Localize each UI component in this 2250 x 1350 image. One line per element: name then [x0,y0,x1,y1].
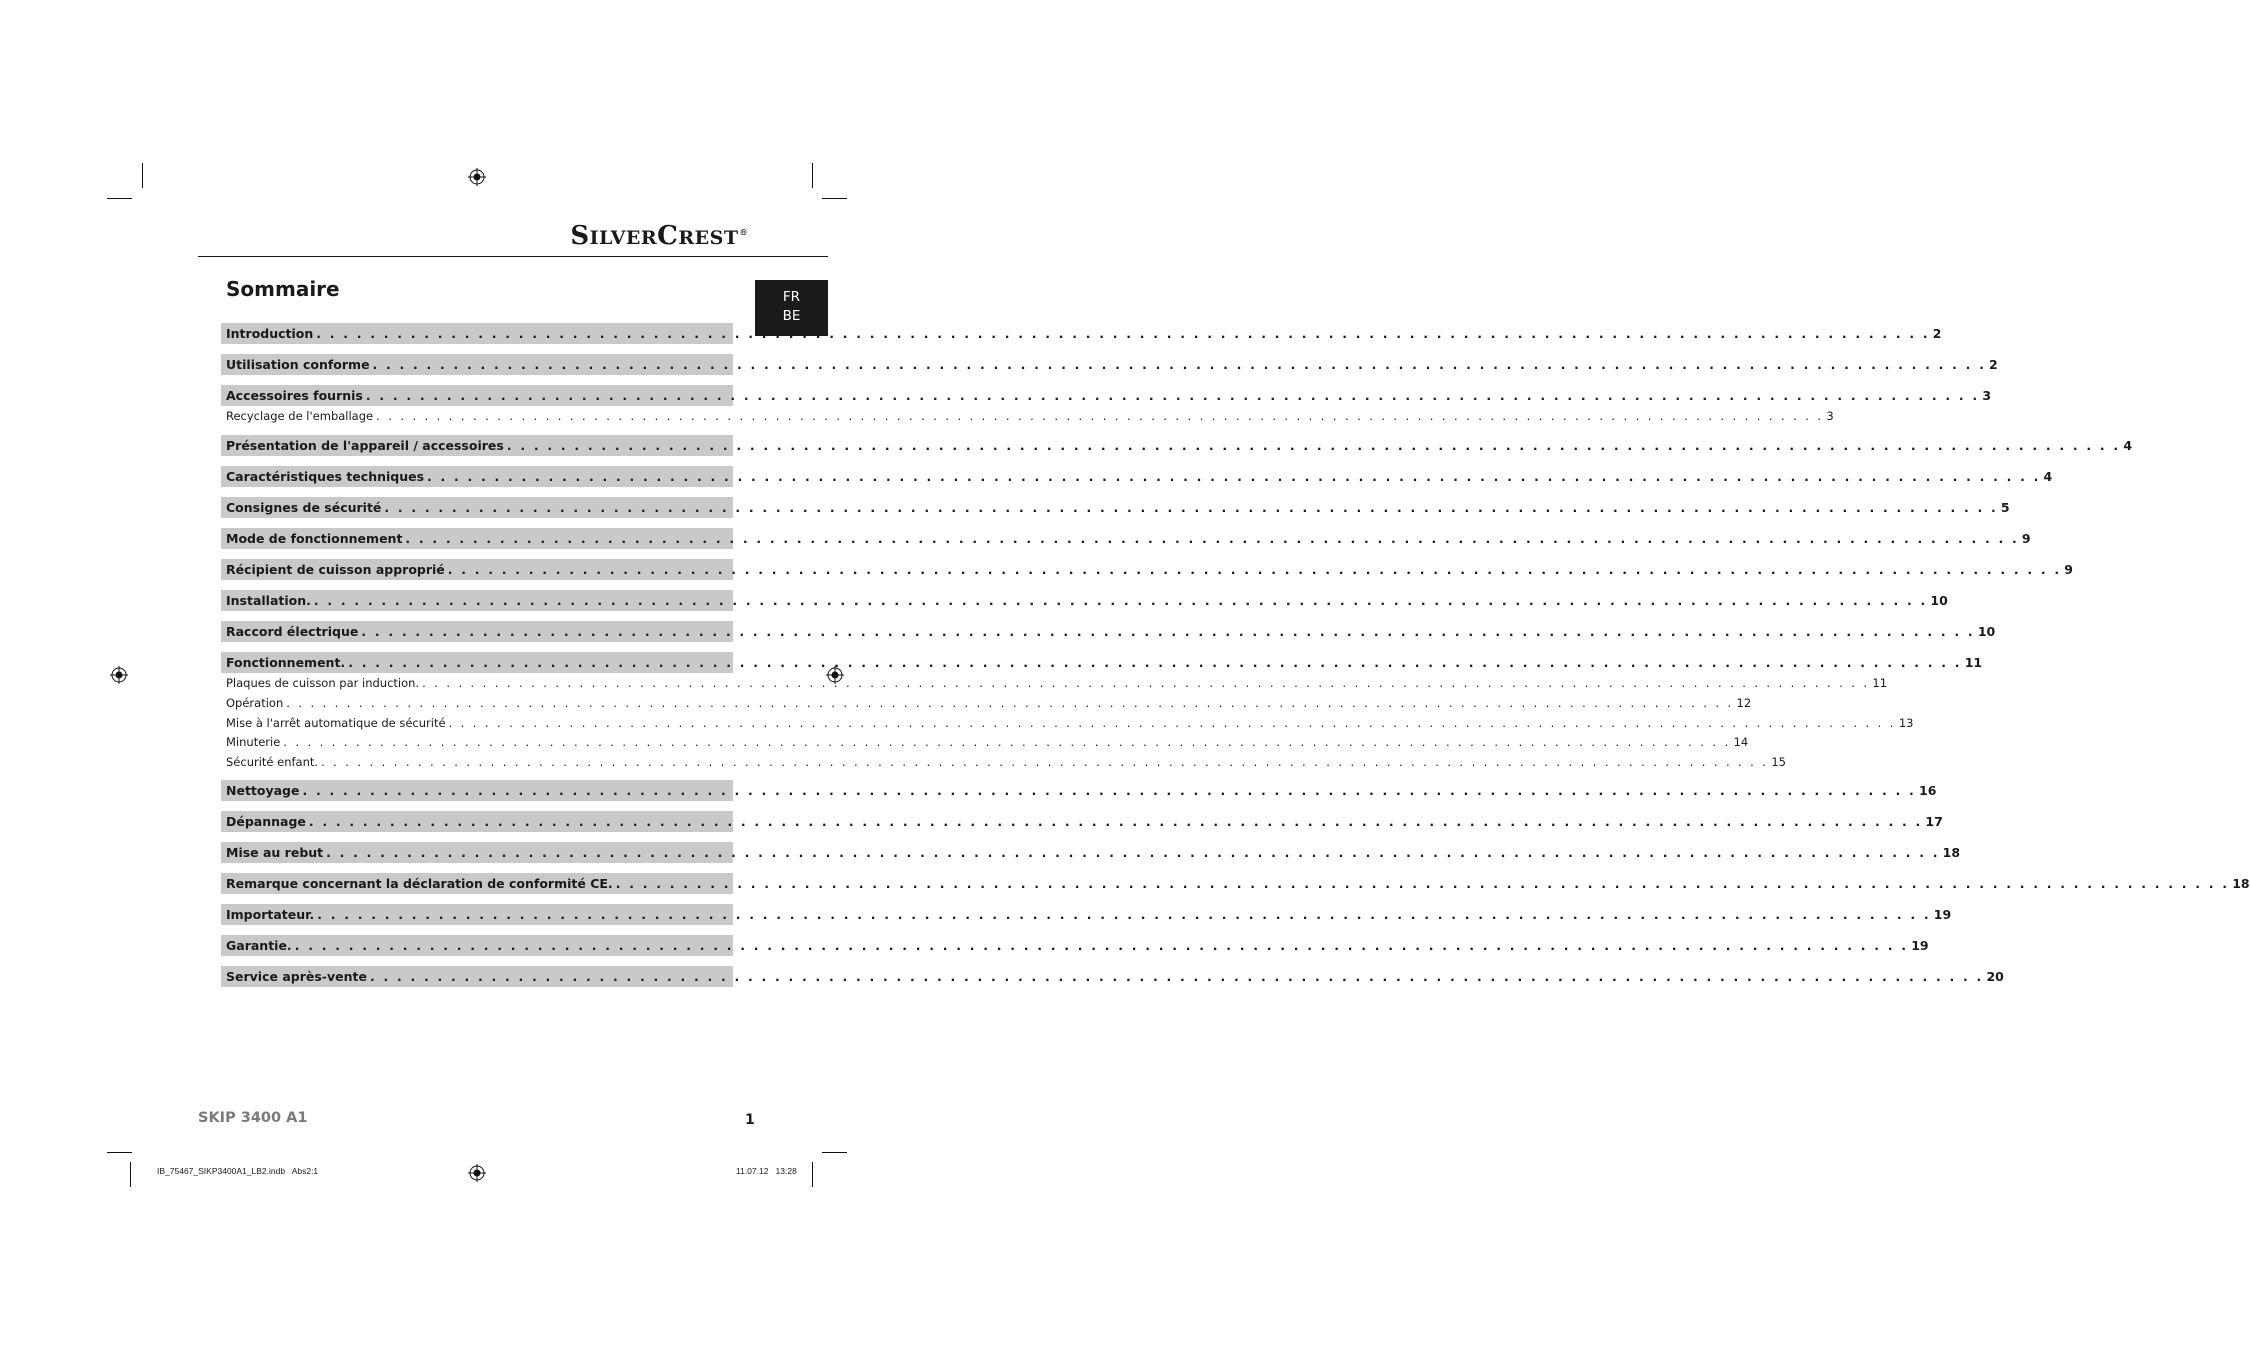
toc-entry [221,497,2010,518]
toc-entry [221,652,1983,673]
toc-leader-dots: . . . . . . . . . . . . . . . . . . . . . . . . . . . . . . . . . . . . . . . . . . . . . . . . . . . . . . . . . . . . . . . . . . . . . . . . . . . . . . . . . . . . . . . . . . . . . . . . . . . . . . . . . . . . . . . . . . . . . . . . [302,783,1916,798]
toc-entry-label: Caractéristiques techniques [226,469,425,484]
toc-entry-label: Utilisation conforme [226,357,370,372]
toc-entry [221,904,1952,925]
toc-entry-label: Sécurité enfant. [226,755,319,769]
toc-entry-label: Installation. [226,593,311,608]
crop-mark [142,163,143,188]
toc-entry-page: 2 [1989,357,1998,372]
toc-subentry [221,674,1888,692]
toc-entry-label: Récipient de cuisson approprié [226,562,445,577]
toc-entry-page: 11 [1872,676,1888,690]
toc-entry [221,323,1942,344]
toc-entry-label: Plaques de cuisson par induction. [226,676,420,690]
toc-entry [221,780,1937,801]
toc-subentry [221,407,1834,425]
toc-entry-label: Fonctionnement. [226,655,346,670]
registration-target-icon [468,1164,486,1182]
toc-subentry [221,753,1786,771]
toc-entry [221,466,2053,487]
toc-entry-page: 12 [1736,696,1752,710]
toc-entry-page: 4 [2123,438,2133,453]
toc-leader-dots: . . . . . . . . . . . . . . . . . . . . . . . . . . . . . . . . . . . . . . . . . . . . . . . . . . . . . . . . . . . . . . . . . . . . . . . . . . . . . . . . . . . . . . . . . . . . . . . . . . . . . . . . . . . . . . . . . . . . . . . . [447,562,2062,577]
toc-entry-page: 20 [1986,969,2004,984]
toc-leader-dots: . . . . . . . . . . . . . . . . . . . . . . . . . . . . . . . . . . . . . . . . . . . . . . . . . . . . . . . . . . . . . . . . . . . . . . . . . . . . . . . . . . . . . . . . . . . . . . . . . . . . . . . . . . . . . . . . . . . . . . . . [365,388,1980,403]
crop-mark [822,198,847,199]
toc-entry-label: Introduction [226,326,314,341]
page-number: 1 [745,1112,755,1128]
toc-entry-label: Mise à l'arrêt automatique de sécurité [226,716,446,730]
toc-leader-dots: . . . . . . . . . . . . . . . . . . . . . . . . . . . . . . . . . . . . . . . . . . . . . . . . . . . . . . . . . . . . . . . . . . . . . . . . . . . . . . . . . . . . . . . . . . . . . . . . . . . . . . . . . . . . . . . . . . . . . . . . [313,593,1928,608]
toc-entry-page: 19 [1911,938,1929,953]
registration-target-icon [110,666,128,684]
toc-leader-dots: . . . . . . . . . . . . . . . . . . . . . . . . . . . . . . . . . . . . . . . . . . . . . . . . . . . . . . . . . . . . . . . . . . . . . . . . . . . . . . . . . . . . . . . . . . . . . . . . . . . . . . . . . . . . . . . . . . . . . . . . [427,469,2041,484]
crop-mark [107,198,132,199]
toc-leader-dots: . . . . . . . . . . . . . . . . . . . . . . . . . . . . . . . . . . . . . . . . . . . . . . . . . . . . . . . . . . . . . . . . . . . . . . . . . . . . . . . . . . . . . . . . . . . . . . . . . . . . . . . . . . . . . . . . . . . . . . . . [369,969,1984,984]
toc-entry-page: 10 [1930,593,1948,608]
toc-entry [221,811,1943,832]
toc-entry [221,354,1998,375]
toc-leader-dots: . . . . . . . . . . . . . . . . . . . . . . . . . . . . . . . . . . . . . . . . . . . . . . . . . . . . . . . . . . . . . . . . . . . . . . . . . . . . . . . . . . . . . . . . . . . . . . . . . . . . . . . . . . . . . . . . . . . . . . . . [448,716,1896,730]
toc-entry-label: Dépannage [226,814,306,829]
toc-entry-label: Recyclage de l'emballage [226,409,374,423]
toc-entry [221,385,1992,406]
toc-entry-label: Importateur. [226,907,315,922]
toc-leader-dots: . . . . . . . . . . . . . . . . . . . . . . . . . . . . . . . . . . . . . . . . . . . . . . . . . . . . . . . . . . . . . . . . . . . . . . . . . . . . . . . . . . . . . . . . . . . . . . . . . . . . . . . . . . . . . . . . . . . . . . . . [308,814,1923,829]
page-title: Sommaire [226,277,340,301]
toc-leader-dots: . . . . . . . . . . . . . . . . . . . . . . . . . . . . . . . . . . . . . . . . . . . . . . . . . . . . . . . . . . . . . . . . . . . . . . . . . . . . . . . . . . . . . . . . . . . . . . . . . . . . . . . . . . . . . . . . . . . . . . . . [326,845,1940,860]
toc-entry-page: 9 [2064,562,2073,577]
toc-leader-dots: . . . . . . . . . . . . . . . . . . . . . . . . . . . . . . . . . . . . . . . . . . . . . . . . . . . . . . . . . . . . . . . . . . . . . . . . . . . . . . . . . . . . . . . . . . . . . . . . . . . . . . . . . . . . . . . . . . . . . . . . [317,907,1931,922]
toc-entry-page: 3 [1982,388,1992,403]
toc-entry [221,873,2250,894]
crop-mark [822,1152,847,1153]
crop-mark [812,1162,813,1187]
toc-entry [221,966,2004,987]
toc-entry-page: 5 [2000,500,2010,515]
toc-entry-label: Accessoires fournis [226,388,363,403]
toc-leader-dots: . . . . . . . . . . . . . . . . . . . . . . . . . . . . . . . . . . . . . . . . . . . . . . . . . . . . . . . . . . . . . . . . . . . . . . . . . . . . . . . . . . . . . . . . . . . . . . . . . . . . . . . . . . . . . . . . . . . . . . . . [506,438,2121,453]
toc-entry-page: 10 [1977,624,1996,639]
model-number: SKIP 3400 A1 [198,1110,308,1126]
toc-entry-label: Raccord électrique [226,624,359,639]
toc-subentry [221,733,1749,751]
crop-mark [130,1162,131,1187]
toc-leader-dots: . . . . . . . . . . . . . . . . . . . . . . . . . . . . . . . . . . . . . . . . . . . . . . . . . . . . . . . . . . . . . . . . . . . . . . . . . . . . . . . . . . . . . . . . . . . . . . . . . . . . . . . . . . . . . . . . . . . . . . . . [615,876,2230,891]
crop-mark [812,163,813,188]
toc-entry-page: 11 [1964,655,1983,670]
toc-entry-label: Opération [226,696,284,710]
language-code: BE [782,308,801,324]
toc-entry-page: 13 [1898,716,1914,730]
print-slug-datetime: 11.07.12 13:28 [736,1166,797,1176]
registration-target-icon [468,168,486,186]
toc-entry-page: 3 [1826,409,1834,423]
toc-entry-page: 2 [1932,326,1942,341]
brand-logo: SILVERCREST® [570,221,748,251]
toc-leader-dots: . . . . . . . . . . . . . . . . . . . . . . . . . . . . . . . . . . . . . . . . . . . . . . . . . . . . . . . . . . . . . . . . . . . . . . . . . . . . . . . . . . . . . . . . . . . . . . . . . . . . . . . . . . . . . . . . . . . . . . . . [286,696,1734,710]
toc-entry-label: Mise au rebut [226,845,324,860]
toc-entry-label: Nettoyage [226,783,300,798]
toc-entry-page: 9 [2021,531,2031,546]
toc-entry-page: 18 [1942,845,1961,860]
toc-entry [221,590,1948,611]
toc-entry-label: Consignes de sécurité [226,500,382,515]
toc-leader-dots: . . . . . . . . . . . . . . . . . . . . . . . . . . . . . . . . . . . . . . . . . . . . . . . . . . . . . . . . . . . . . . . . . . . . . . . . . . . . . . . . . . . . . . . . . . . . . . . . . . . . . . . . . . . . . . . . . . . . . . . . [384,500,1998,515]
toc-entry-label: Service après-vente [226,969,367,984]
toc-leader-dots: . . . . . . . . . . . . . . . . . . . . . . . . . . . . . . . . . . . . . . . . . . . . . . . . . . . . . . . . . . . . . . . . . . . . . . . . . . . . . . . . . . . . . . . . . . . . . . . . . . . . . . . . . . . . . . . . . . . . . . . . [422,676,1870,690]
toc-entry-label: Remarque concernant la déclaration de conformité CE. [226,876,613,891]
toc-entry-page: 4 [2043,469,2053,484]
toc-entry [221,435,2133,456]
toc-leader-dots: . . . . . . . . . . . . . . . . . . . . . . . . . . . . . . . . . . . . . . . . . . . . . . . . . . . . . . . . . . . . . . . . . . . . . . . . . . . . . . . . . . . . . . . . . . . . . . . . . . . . . . . . . . . . . . . . . . . . . . . . [294,938,1909,953]
toc-entry-page: 19 [1933,907,1952,922]
toc-leader-dots: . . . . . . . . . . . . . . . . . . . . . . . . . . . . . . . . . . . . . . . . . . . . . . . . . . . . . . . . . . . . . . . . . . . . . . . . . . . . . . . . . . . . . . . . . . . . . . . . . . . . . . . . . . . . . . . . . . . . . . . . [321,755,1769,769]
toc-leader-dots: . . . . . . . . . . . . . . . . . . . . . . . . . . . . . . . . . . . . . . . . . . . . . . . . . . . . . . . . . . . . . . . . . . . . . . . . . . . . . . . . . . . . . . . . . . . . . . . . . . . . . . . . . . . . . . . . . . . . . . . . [348,655,1962,670]
toc-entry-page: 17 [1925,814,1943,829]
toc-subentry [221,714,1914,732]
toc-leader-dots: . . . . . . . . . . . . . . . . . . . . . . . . . . . . . . . . . . . . . . . . . . . . . . . . . . . . . . . . . . . . . . . . . . . . . . . . . . . . . . . . . . . . . . . . . . . . . . . . . . . . . . . . . . . . . . . . . . . . . . . . [283,735,1731,749]
toc-entry [221,935,1929,956]
toc-entry [221,559,2073,580]
toc-entry-page: 18 [2232,876,2250,891]
print-slug-file: IB_75467_SIKP3400A1_LB2.indb Abs2:1 [157,1166,319,1176]
toc-entry-label: Garantie. [226,938,292,953]
toc-leader-dots: . . . . . . . . . . . . . . . . . . . . . . . . . . . . . . . . . . . . . . . . . . . . . . . . . . . . . . . . . . . . . . . . . . . . . . . . . . . . . . . . . . . . . . . . . . . . . . . . . . . . . . . . . . . . . . . . . . . . . . . . [405,531,2019,546]
language-code: FR [782,289,801,305]
toc-entry-page: 15 [1771,755,1786,769]
toc-entry-label: Mode de fonctionnement [226,531,403,546]
toc-entry [221,528,2031,549]
toc-leader-dots: . . . . . . . . . . . . . . . . . . . . . . . . . . . . . . . . . . . . . . . . . . . . . . . . . . . . . . . . . . . . . . . . . . . . . . . . . . . . . . . . . . . . . . . . . . . . . . . . . . . . . . . . . . . . . . . . . . . . . . . . [361,624,1975,639]
toc-entry-label: Minuterie [226,735,281,749]
header-rule [198,256,828,257]
toc-leader-dots: . . . . . . . . . . . . . . . . . . . . . . . . . . . . . . . . . . . . . . . . . . . . . . . . . . . . . . . . . . . . . . . . . . . . . . . . . . . . . . . . . . . . . . . . . . . . . . . . . . . . . . . . . . . . . . . . . . . . . . . . [316,326,1930,341]
crop-mark [107,1152,132,1153]
toc-entry-page: 14 [1733,735,1749,749]
toc-entry-label: Présentation de l'appareil / accessoires [226,438,504,453]
toc-leader-dots: . . . . . . . . . . . . . . . . . . . . . . . . . . . . . . . . . . . . . . . . . . . . . . . . . . . . . . . . . . . . . . . . . . . . . . . . . . . . . . . . . . . . . . . . . . . . . . . . . . . . . . . . . . . . . . . . . . . . . . . . [376,409,1824,423]
toc-entry [221,842,1961,863]
toc-leader-dots: . . . . . . . . . . . . . . . . . . . . . . . . . . . . . . . . . . . . . . . . . . . . . . . . . . . . . . . . . . . . . . . . . . . . . . . . . . . . . . . . . . . . . . . . . . . . . . . . . . . . . . . . . . . . . . . . . . . . . . . . [372,357,1987,372]
toc-subentry [221,694,1752,712]
toc-entry [221,621,1996,642]
toc-entry-page: 16 [1919,783,1937,798]
